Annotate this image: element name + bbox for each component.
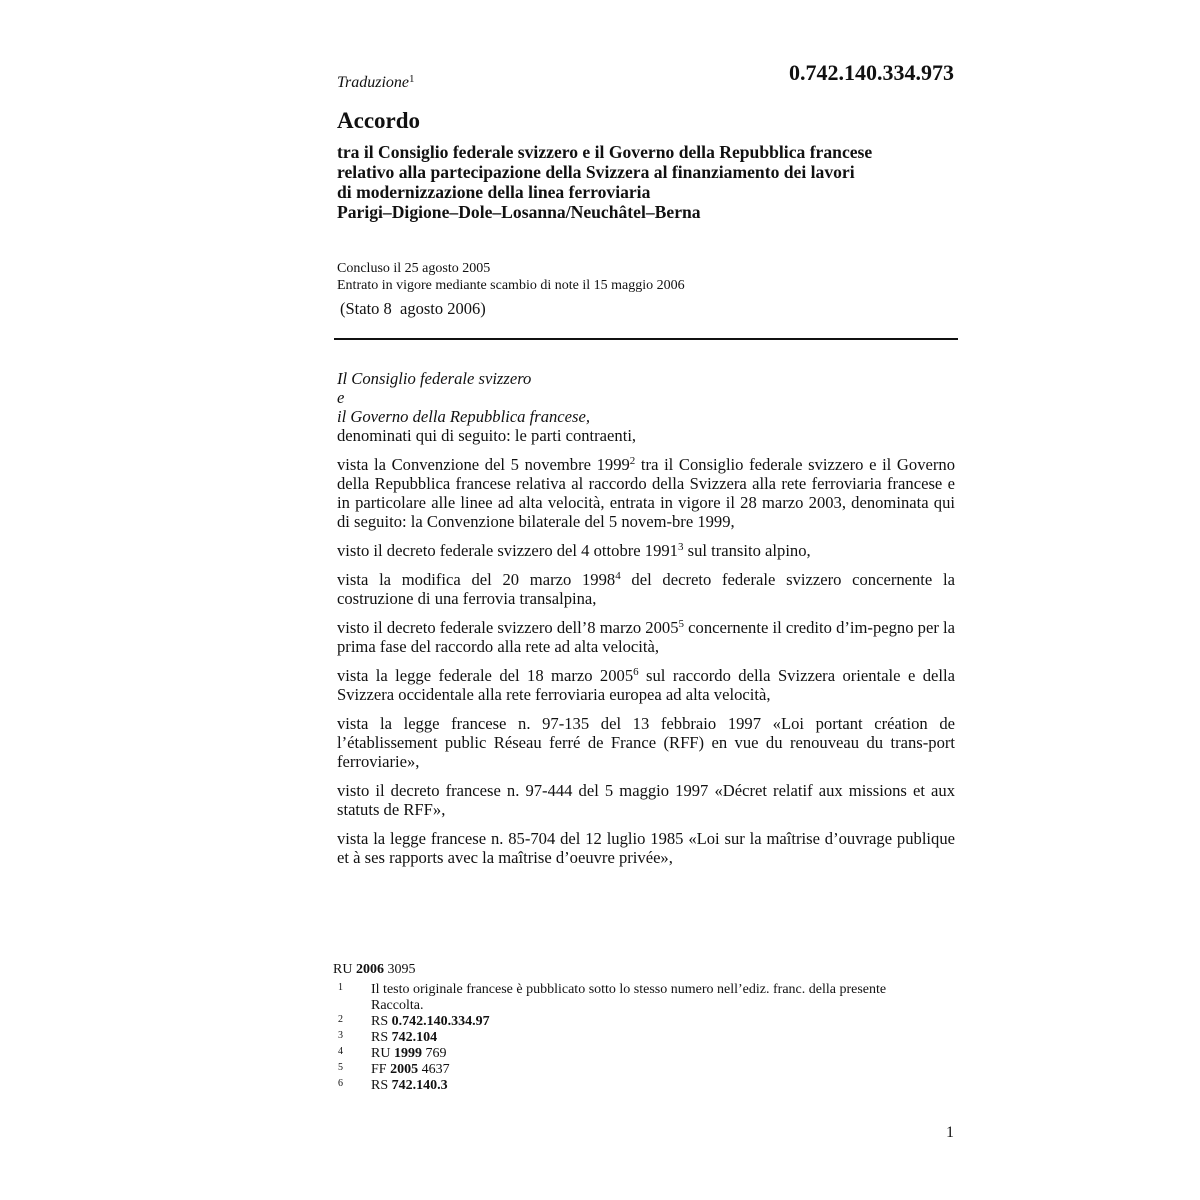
paragraph-text: tra il Consiglio federale svizzero e il Governo della Repubblica francese relativa al raccordo della Svizzera alla rete ferroviaria francese e in particolare alle linee ad alta velocità, entrata in vigore il 28 marzo 2003, denominata qui di seguito: la Convenzione bilaterale del 5 novem-bre 1999, xyxy=(337,455,955,531)
footnote xyxy=(333,1014,931,1030)
paragraph-text: del decreto federale svizzero concernente la costruzione di una ferrovia transalpina, xyxy=(337,570,955,608)
footnote-link[interactable]: 742.140.3 xyxy=(391,1078,448,1093)
footnote-prefix: RS xyxy=(371,1078,392,1093)
footnote-number: 6 xyxy=(338,1078,343,1089)
footnote-text xyxy=(371,1046,931,1062)
footnote-link[interactable]: 1999 xyxy=(393,1046,422,1061)
subtitle-line: Parigi–Digione–Dole–Losanna/Neuchâtel–Berna xyxy=(337,202,701,222)
in-force-date: Entrato in vigore mediante scambio di note il 15 maggio 2006 xyxy=(337,278,685,293)
sr-number: 0.742.140.334.973 xyxy=(789,60,954,85)
paragraph-text: vista la legge federale del 18 marzo 2005 xyxy=(337,666,634,685)
ru-year: 2006 xyxy=(355,962,384,977)
ru-page: 3095 xyxy=(387,962,416,977)
translation-label-text: Traduzione xyxy=(337,74,410,91)
preamble-paragraph xyxy=(337,541,955,560)
footnote-prefix: RS xyxy=(371,1030,392,1045)
concluded-date: Concluso il 25 agosto 2005 xyxy=(337,261,491,276)
footnote-ref-2[interactable]: 2 xyxy=(629,455,636,467)
subtitle-line: di modernizzazione della linea ferroviaria xyxy=(337,182,651,202)
footnote-link[interactable]: 742.104 xyxy=(391,1030,438,1045)
footnote-number: 5 xyxy=(338,1062,343,1073)
footnote-ref-4[interactable]: 4 xyxy=(615,570,621,582)
page-number: 1 xyxy=(946,1124,954,1141)
footnote-suffix: 769 xyxy=(421,1046,447,1061)
document-subtitle xyxy=(337,142,977,222)
preamble-paragraph xyxy=(337,829,955,867)
footnote-number: 3 xyxy=(338,1030,343,1041)
party-1: Il Consiglio federale svizzero xyxy=(337,369,532,388)
paragraph-text: visto il decreto francese n. 97-444 del 5 maggio 1997 «Décret relatif aux missions et aux statuts de RFF», xyxy=(337,781,955,819)
footnote-text xyxy=(371,1062,931,1078)
document-title: Accordo xyxy=(337,108,421,133)
footnote-link[interactable]: 0.742.140.334.97 xyxy=(391,1014,490,1029)
document-meta xyxy=(337,260,685,294)
footnote xyxy=(333,1030,931,1046)
paragraph-text: sul raccordo della Svizzera orientale e della Svizzera occidentale alla rete ferroviaria europea ad alta velocità, xyxy=(337,666,955,704)
footnote xyxy=(333,1046,931,1062)
paragraph-text: vista la modifica del 20 marzo 1998 xyxy=(337,570,616,589)
footnote-number: 1 xyxy=(338,982,343,993)
footnotes xyxy=(333,962,931,1094)
footnote-prefix: RS xyxy=(371,1014,392,1029)
footnote-ref-6[interactable]: 6 xyxy=(633,666,639,678)
preamble-paragraph xyxy=(337,781,955,819)
footnote xyxy=(333,1062,931,1078)
footnote-text xyxy=(371,1014,931,1030)
footnote-prefix: FF xyxy=(371,1062,391,1077)
paragraph-text: vista la Convenzione del 5 novembre 1999 xyxy=(337,455,630,474)
preamble-paragraph xyxy=(337,455,955,531)
ru-prefix: RU xyxy=(333,962,353,977)
footnote-ref-1[interactable]: 1 xyxy=(409,73,415,85)
paragraph-text: sul transito alpino, xyxy=(683,541,811,560)
header-divider xyxy=(334,338,958,340)
paragraph-text: concernente il credito d’im-pegno per la prima fase del raccordo alla rete ad alta velocità, xyxy=(337,618,955,656)
footnote-ref-5[interactable]: 5 xyxy=(678,618,684,630)
preamble-paragraph xyxy=(337,570,955,608)
footnote-text xyxy=(371,1030,931,1046)
footnote-text: Il testo originale francese è pubblicato sotto lo stesso numero nell’ediz. franc. della presente Raccolta. xyxy=(371,982,887,1013)
footnote-suffix: 4637 xyxy=(418,1062,450,1077)
footnote-number: 4 xyxy=(338,1046,343,1057)
footnote-number: 2 xyxy=(338,1014,343,1025)
footnote-link[interactable]: 2005 xyxy=(390,1062,419,1077)
official-collection-reference xyxy=(333,962,931,978)
footnote-ref-3[interactable]: 3 xyxy=(677,541,684,553)
preamble-paragraph xyxy=(337,714,955,771)
paragraph-text: visto il decreto federale svizzero del 4 ottobre 1991 xyxy=(337,541,678,560)
subtitle-line: tra il Consiglio federale svizzero e il Governo della Repubblica francese xyxy=(337,142,873,162)
preamble-paragraph xyxy=(337,666,955,704)
parties-denomination: denominati qui di seguito: le parti contraenti, xyxy=(337,426,637,445)
conjunction: e xyxy=(337,388,345,407)
status-date: (Stato 8 agosto 2006) xyxy=(340,299,486,318)
preamble xyxy=(337,369,955,867)
footnote-prefix: RU xyxy=(371,1046,394,1061)
preamble-paragraph xyxy=(337,618,955,656)
paragraph-text: visto il decreto federale svizzero dell’8 marzo 2005 xyxy=(337,618,679,637)
translation-label xyxy=(337,74,415,92)
party-2: il Governo della Repubblica francese, xyxy=(337,407,590,426)
footnote xyxy=(333,1078,931,1094)
subtitle-line: relativo alla partecipazione della Svizzera al finanziamento dei lavori xyxy=(337,162,855,182)
footnote xyxy=(333,982,931,1014)
footnote-text xyxy=(371,1078,931,1094)
paragraph-text: vista la legge francese n. 97-135 del 13 febbraio 1997 «Loi portant création de l’établissement public Réseau ferré de France (RFF) en vue du renouveau du trans-port ferroviarie», xyxy=(337,714,955,771)
paragraph-text: vista la legge francese n. 85-704 del 12 luglio 1985 «Loi sur la maîtrise d’ouvrage publique et à ses rapports avec la maîtrise d’oeuvre privée», xyxy=(337,829,955,867)
